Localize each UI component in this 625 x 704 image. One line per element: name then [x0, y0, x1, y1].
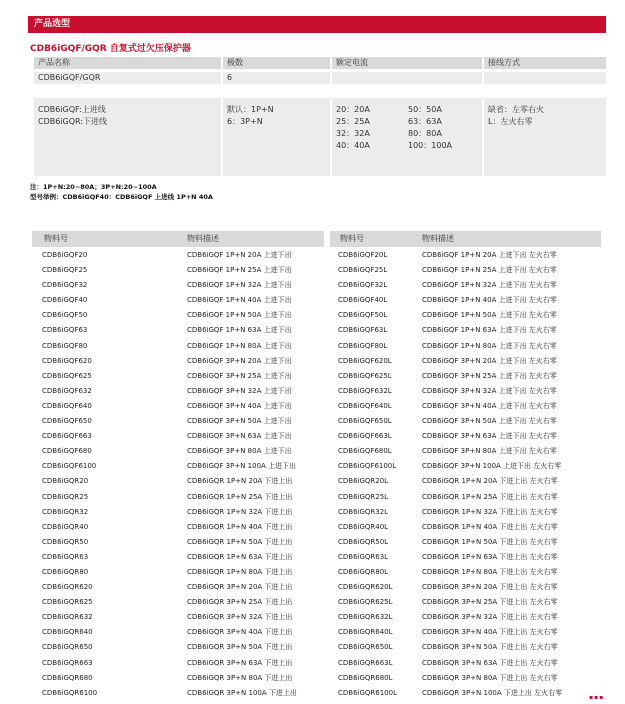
notes [30, 182, 213, 202]
material-description: CDB6iGQR 3P+N 40A 下进上出 [187, 628, 293, 637]
material-description: CDB6iGQR 3P+N 80A 下进上出 [187, 673, 293, 682]
material-description: CDB6iGQF 3P+N 25A 上进下出 左火右零 [422, 371, 557, 380]
material-number: CDB6iGQR20L [338, 477, 389, 486]
spec-name-option: CDB6iGQF:上进线 [38, 105, 106, 114]
table-row [330, 580, 601, 595]
material-description: CDB6iGQR 1P+N 50A 下进上出 左火右零 [422, 537, 558, 546]
table-row [330, 459, 601, 474]
material-number: CDB6iGQF80L [338, 341, 388, 350]
spec-name-option: CDB6iGQR:下进线 [38, 117, 108, 126]
table-row [330, 640, 601, 655]
table-row [32, 686, 324, 701]
table-row [32, 490, 324, 505]
material-number: CDB6iGQR80 [42, 567, 89, 576]
table-row [330, 263, 601, 278]
table-row [32, 369, 324, 384]
material-description: CDB6iGQF 3P+N 32A 上进下出 左火右零 [422, 386, 557, 395]
table-row [330, 490, 601, 505]
current-options-left [336, 104, 370, 152]
spec-header-current: 额定电流 [332, 57, 482, 69]
material-description: CDB6iGQR 3P+N 80A 下进上出 左火右零 [422, 673, 558, 682]
material-number: CDB6iGQR32L [338, 507, 389, 516]
material-number: CDB6iGQF680L [338, 447, 392, 456]
material-description: CDB6iGQR 1P+N 50A 下进上出 [187, 537, 293, 546]
material-description: CDB6iGQR 1P+N 32A 下进上出 [187, 507, 293, 516]
material-description: CDB6iGQF 1P+N 25A 上进下出 [187, 266, 292, 275]
material-number: CDB6iGQR25 [42, 492, 89, 501]
current-option: 40：40A [336, 141, 370, 150]
spec-name-cell: CDB6iGQF/GQR [34, 72, 221, 84]
material-number: CDB6iGQR80L [338, 567, 389, 576]
material-description: CDB6iGQF 1P+N 50A 上进下出 [187, 311, 292, 320]
material-description: CDB6iGQR 1P+N 20A 下进上出 左火右零 [422, 477, 558, 486]
table-row [330, 671, 601, 686]
material-number: CDB6iGQF620 [42, 356, 92, 365]
material-description: CDB6iGQR 3P+N 25A 下进上出 [187, 598, 293, 607]
material-number: CDB6iGQR680 [42, 673, 93, 682]
table-row [330, 399, 601, 414]
table-row [330, 444, 601, 459]
left-table-body [32, 248, 324, 701]
table-row [32, 339, 324, 354]
table-row [330, 384, 601, 399]
material-description: CDB6iGQR 3P+N 50A 下进上出 [187, 643, 293, 652]
material-number: CDB6iGQF632L [338, 386, 392, 395]
material-number: CDB6iGQR640L [338, 628, 393, 637]
material-number: CDB6iGQF63 [42, 326, 88, 335]
material-number: CDB6iGQR6100L [338, 688, 397, 697]
table-row [32, 474, 324, 489]
table-row [330, 565, 601, 580]
col-header-material-no: 物料号 [44, 234, 68, 243]
material-description: CDB6iGQF 1P+N 80A 上进下出 左火右零 [422, 341, 557, 350]
current-option: 63：63A [408, 117, 442, 126]
table-row [330, 520, 601, 535]
material-number: CDB6iGQF63L [338, 326, 388, 335]
table-row [32, 656, 324, 671]
current-option: 100：100A [408, 141, 453, 150]
table-row [330, 323, 601, 338]
table-row [32, 535, 324, 550]
material-description: CDB6iGQR 1P+N 20A 下进上出 [187, 477, 293, 486]
material-number: CDB6iGQR32 [42, 507, 89, 516]
table-row [32, 354, 324, 369]
material-description: CDB6iGQF 3P+N 63A 上进下出 [187, 432, 292, 441]
spec-header-wiring: 接线方式 [484, 57, 606, 69]
col-header-description: 物料描述 [187, 234, 219, 243]
table-row [330, 248, 601, 263]
table-row [330, 354, 601, 369]
material-description: CDB6iGQR 3P+N 25A 下进上出 左火右零 [422, 598, 558, 607]
table-row [330, 278, 601, 293]
material-description: CDB6iGQF 3P+N 40A 上进下出 左火右零 [422, 401, 557, 410]
material-number: CDB6iGQF640 [42, 401, 92, 410]
table-row [32, 399, 324, 414]
table-row [32, 595, 324, 610]
material-number: CDB6iGQR625L [338, 598, 393, 607]
table-row [32, 505, 324, 520]
table-row [330, 686, 601, 701]
table-row [32, 429, 324, 444]
material-description: CDB6iGQF 3P+N 80A 上进下出 [187, 447, 292, 456]
table-row [330, 414, 601, 429]
material-number: CDB6iGQF80 [42, 341, 88, 350]
material-number: CDB6iGQF663 [42, 432, 92, 441]
section-banner [28, 16, 606, 33]
material-number: CDB6iGQR620L [338, 583, 393, 592]
material-description: CDB6iGQR 1P+N 63A 下进上出 [187, 552, 293, 561]
material-description: CDB6iGQF 3P+N 25A 上进下出 [187, 371, 292, 380]
material-number: CDB6iGQR40 [42, 522, 89, 531]
material-number: CDB6iGQR640 [42, 628, 93, 637]
table-row [32, 671, 324, 686]
material-description: CDB6iGQF 1P+N 32A 上进下出 左火右零 [422, 281, 557, 290]
material-description: CDB6iGQR 1P+N 80A 下进上出 左火右零 [422, 567, 558, 576]
material-description: CDB6iGQR 3P+N 100A 下进上出 [187, 688, 297, 697]
current-option: 25：25A [336, 117, 370, 126]
section-title: 产品选型 [34, 19, 71, 29]
material-number: CDB6iGQF32 [42, 281, 88, 290]
spec-poles-options [223, 98, 330, 176]
material-description: CDB6iGQR 3P+N 50A 下进上出 左火右零 [422, 643, 558, 652]
material-number: CDB6iGQR663L [338, 658, 393, 667]
table-row [32, 263, 324, 278]
table-row [330, 474, 601, 489]
table-row [330, 595, 601, 610]
table-row [32, 248, 324, 263]
current-options-right [408, 104, 452, 152]
table-row [330, 505, 601, 520]
material-number: CDB6iGQF625L [338, 371, 392, 380]
table-row [330, 610, 601, 625]
current-option: 32：32A [336, 129, 370, 138]
material-number: CDB6iGQR6100 [42, 688, 98, 697]
material-number: CDB6iGQR620 [42, 583, 93, 592]
material-description: CDB6iGQF 1P+N 20A 上进下出 左火右零 [422, 251, 557, 259]
table-row [32, 610, 324, 625]
material-description: CDB6iGQF 1P+N 32A 上进下出 [187, 281, 292, 290]
material-description: CDB6iGQF 3P+N 20A 上进下出 左火右零 [422, 356, 557, 365]
material-description: CDB6iGQR 3P+N 20A 下进上出 左火右零 [422, 583, 558, 592]
material-number: CDB6iGQF25 [42, 266, 88, 275]
material-description: CDB6iGQR 1P+N 80A 下进上出 [187, 567, 293, 576]
page-marker-dots: ▪▪▪ [589, 694, 605, 701]
material-number: CDB6iGQR20 [42, 477, 89, 486]
material-number: CDB6iGQR625 [42, 598, 93, 607]
material-number: CDB6iGQR25L [338, 492, 389, 501]
material-number: CDB6iGQR50L [338, 537, 389, 546]
table-row [330, 293, 601, 308]
material-number: CDB6iGQR650L [338, 643, 393, 652]
spec-name-options [34, 98, 221, 176]
left-table-header [32, 231, 324, 247]
material-description: CDB6iGQF 1P+N 63A 上进下出 左火右零 [422, 326, 557, 335]
spec-current-cell-empty [332, 72, 482, 84]
material-description: CDB6iGQF 3P+N 20A 上进下出 [187, 356, 292, 365]
col-header-description: 物料描述 [422, 234, 454, 243]
material-number: CDB6iGQF20L [338, 251, 388, 259]
material-description: CDB6iGQF 3P+N 50A 上进下出 左火右零 [422, 417, 557, 426]
table-row [32, 640, 324, 655]
material-description: CDB6iGQR 3P+N 20A 下进上出 [187, 583, 293, 592]
table-row [330, 339, 601, 354]
table-row [32, 459, 324, 474]
material-description: CDB6iGQF 1P+N 25A 上进下出 左火右零 [422, 266, 557, 275]
material-description: CDB6iGQF 3P+N 32A 上进下出 [187, 386, 292, 395]
table-row [32, 580, 324, 595]
current-option: 80：80A [408, 129, 442, 138]
material-description: CDB6iGQR 1P+N 32A 下进上出 左火右零 [422, 507, 558, 516]
table-row [32, 625, 324, 640]
material-description: CDB6iGQF 1P+N 20A 上进下出 [187, 251, 292, 259]
spec-wiring-options [484, 98, 606, 176]
material-number: CDB6iGQF640L [338, 401, 392, 410]
material-number: CDB6iGQF25L [338, 266, 388, 275]
spec-header-name: 产品名称 [34, 57, 221, 69]
spec-header-poles: 极数 [223, 57, 330, 69]
material-number: CDB6iGQR680L [338, 673, 393, 682]
material-number: CDB6iGQF663L [338, 432, 392, 441]
table-row [32, 384, 324, 399]
material-number: CDB6iGQR650 [42, 643, 93, 652]
material-description: CDB6iGQR 3P+N 63A 下进上出 [187, 658, 293, 667]
spec-poles-option: 默认：1P+N [227, 105, 274, 114]
table-row [330, 369, 601, 384]
table-row [32, 293, 324, 308]
material-description: CDB6iGQF 3P+N 63A 上进下出 左火右零 [422, 432, 557, 441]
table-row [330, 625, 601, 640]
spec-wiring-cell-empty [484, 72, 606, 84]
material-description: CDB6iGQF 1P+N 50A 上进下出 左火右零 [422, 311, 557, 320]
material-description: CDB6iGQF 3P+N 100A 上进下出 左火右零 [422, 462, 562, 471]
table-row [32, 308, 324, 323]
material-description: CDB6iGQF 1P+N 63A 上进下出 [187, 326, 292, 335]
material-number: CDB6iGQR50 [42, 537, 89, 546]
table-row [330, 308, 601, 323]
material-number: CDB6iGQF625 [42, 371, 92, 380]
material-number: CDB6iGQF40L [338, 296, 388, 305]
material-description: CDB6iGQR 3P+N 40A 下进上出 左火右零 [422, 628, 558, 637]
table-row [32, 323, 324, 338]
example-text: 型号举例：CDB6iGQF40：CDB6iGQF 上进线 1P+N 40A [30, 193, 213, 201]
material-description: CDB6iGQF 3P+N 40A 上进下出 [187, 401, 292, 410]
material-number: CDB6iGQF680 [42, 447, 92, 456]
product-title: CDB6iGQF/GQR 自复式过欠压保护器 [30, 44, 191, 54]
material-description: CDB6iGQR 1P+N 25A 下进上出 [187, 492, 293, 501]
material-number: CDB6iGQF650 [42, 417, 92, 426]
material-description: CDB6iGQR 1P+N 25A 下进上出 左火右零 [422, 492, 558, 501]
note-text: 注：1P+N:20~80A；3P+N:20~100A [30, 183, 157, 191]
material-number: CDB6iGQF620L [338, 356, 392, 365]
table-row [32, 550, 324, 565]
material-number: CDB6iGQF40 [42, 296, 88, 305]
material-number: CDB6iGQF650L [338, 417, 392, 426]
material-description: CDB6iGQR 1P+N 63A 下进上出 左火右零 [422, 552, 558, 561]
right-table-body [330, 248, 601, 701]
col-header-material-no: 物料号 [340, 234, 364, 243]
material-description: CDB6iGQR 3P+N 32A 下进上出 [187, 613, 293, 622]
material-number: CDB6iGQF50L [338, 311, 388, 320]
current-option: 50：50A [408, 105, 442, 114]
material-number: CDB6iGQR632L [338, 613, 393, 622]
spec-wiring-option: 缺省：左零右火 [488, 105, 544, 114]
material-description: CDB6iGQR 3P+N 32A 下进上出 左火右零 [422, 613, 558, 622]
table-row [32, 414, 324, 429]
material-description: CDB6iGQF 3P+N 50A 上进下出 [187, 417, 292, 426]
material-description: CDB6iGQF 1P+N 80A 上进下出 [187, 341, 292, 350]
spec-poles-cell: 6 [223, 72, 330, 84]
material-description: CDB6iGQF 1P+N 40A 上进下出 左火右零 [422, 296, 557, 305]
material-number: CDB6iGQR632 [42, 613, 93, 622]
material-description: CDB6iGQR 3P+N 63A 下进上出 左火右零 [422, 658, 558, 667]
table-row [32, 278, 324, 293]
material-description: CDB6iGQF 3P+N 80A 上进下出 左火右零 [422, 447, 557, 456]
spec-current-options [332, 98, 482, 176]
table-row [32, 565, 324, 580]
current-option: 20：20A [336, 105, 370, 114]
material-description: CDB6iGQR 1P+N 40A 下进上出 左火右零 [422, 522, 558, 531]
material-number: CDB6iGQF6100 [42, 462, 97, 471]
material-number: CDB6iGQR63 [42, 552, 89, 561]
table-row [32, 520, 324, 535]
material-number: CDB6iGQF50 [42, 311, 88, 320]
spec-poles-option: 6：3P+N [227, 117, 263, 126]
table-row [330, 656, 601, 671]
material-description: CDB6iGQR 3P+N 100A 下进上出 左火右零 [422, 688, 563, 697]
table-row [330, 535, 601, 550]
material-number: CDB6iGQR40L [338, 522, 389, 531]
material-description: CDB6iGQF 3P+N 100A 上进下出 [187, 462, 297, 471]
material-number: CDB6iGQR663 [42, 658, 93, 667]
material-number: CDB6iGQF32L [338, 281, 388, 290]
material-number: CDB6iGQR63L [338, 552, 389, 561]
material-number: CDB6iGQF6100L [338, 462, 397, 471]
table-row [32, 444, 324, 459]
right-table-header [330, 231, 601, 247]
table-row [330, 550, 601, 565]
spec-wiring-option: L：左火右零 [488, 117, 533, 126]
material-number: CDB6iGQF20 [42, 251, 88, 259]
material-description: CDB6iGQF 1P+N 40A 上进下出 [187, 296, 292, 305]
material-description: CDB6iGQR 1P+N 40A 下进上出 [187, 522, 293, 531]
table-row [330, 429, 601, 444]
material-number: CDB6iGQF632 [42, 386, 92, 395]
